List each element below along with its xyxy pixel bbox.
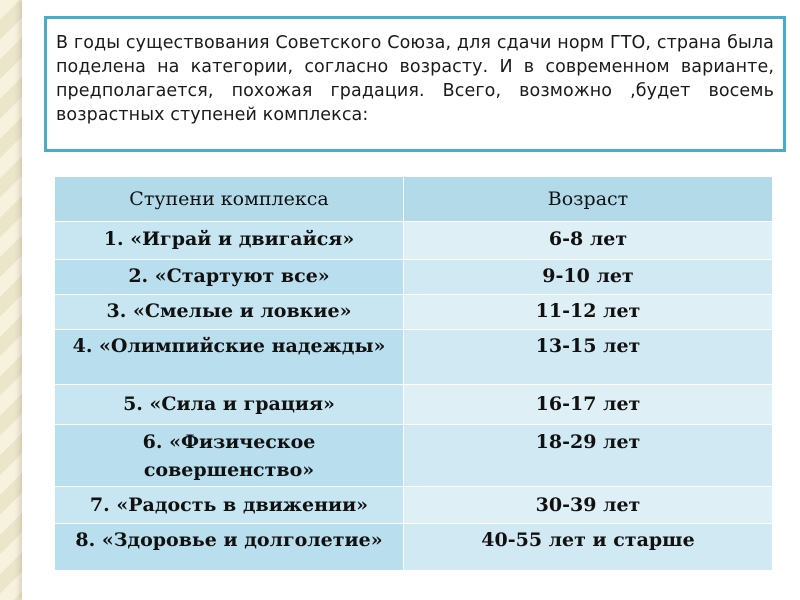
- table-row: [55, 260, 773, 295]
- stage-name: 4. «Олимпийские надежды»: [55, 330, 404, 385]
- stage-age: 11-12 лет: [404, 295, 773, 330]
- table-row: [55, 295, 773, 330]
- stage-name: 6. «Физическое совершенство»: [55, 425, 404, 487]
- stage-name: 1. «Играй и двигайся»: [55, 222, 404, 260]
- table-row: [55, 524, 773, 571]
- stage-name: 8. «Здоровье и долголетие»: [55, 524, 404, 571]
- table-row: [55, 487, 773, 524]
- stage-age: 40-55 лет и старше: [404, 524, 773, 571]
- table-header-row: [55, 177, 773, 222]
- stage-name: 2. «Стартуют все»: [55, 260, 404, 295]
- header-age: Возраст: [404, 177, 773, 222]
- table-row: [55, 222, 773, 260]
- table-row: [55, 330, 773, 385]
- stage-age: 30-39 лет: [404, 487, 773, 524]
- intro-text: В годы существования Советского Союза, для сдачи норм ГТО, страна была поделена на категории, согласно возрасту. И в современном варианте, предполагается, похожая градация. Всего, возможно ,будет восемь возрастных ступеней комплекса:: [56, 33, 774, 125]
- stage-name: 5. «Сила и грация»: [55, 385, 404, 425]
- gto-stages-table: [54, 176, 773, 571]
- table-row: [55, 385, 773, 425]
- stage-age: 16-17 лет: [404, 385, 773, 425]
- intro-text-box: [44, 16, 786, 152]
- table-row: [55, 425, 773, 487]
- stage-name: 3. «Смелые и ловкие»: [55, 295, 404, 330]
- stage-age: 18-29 лет: [404, 425, 773, 487]
- stage-age: 9-10 лет: [404, 260, 773, 295]
- stage-age: 6-8 лет: [404, 222, 773, 260]
- stage-age: 13-15 лет: [404, 330, 773, 385]
- header-stages: Ступени комплекса: [55, 177, 404, 222]
- gto-stages-table-wrap: [54, 176, 772, 571]
- stage-name: 7. «Радость в движении»: [55, 487, 404, 524]
